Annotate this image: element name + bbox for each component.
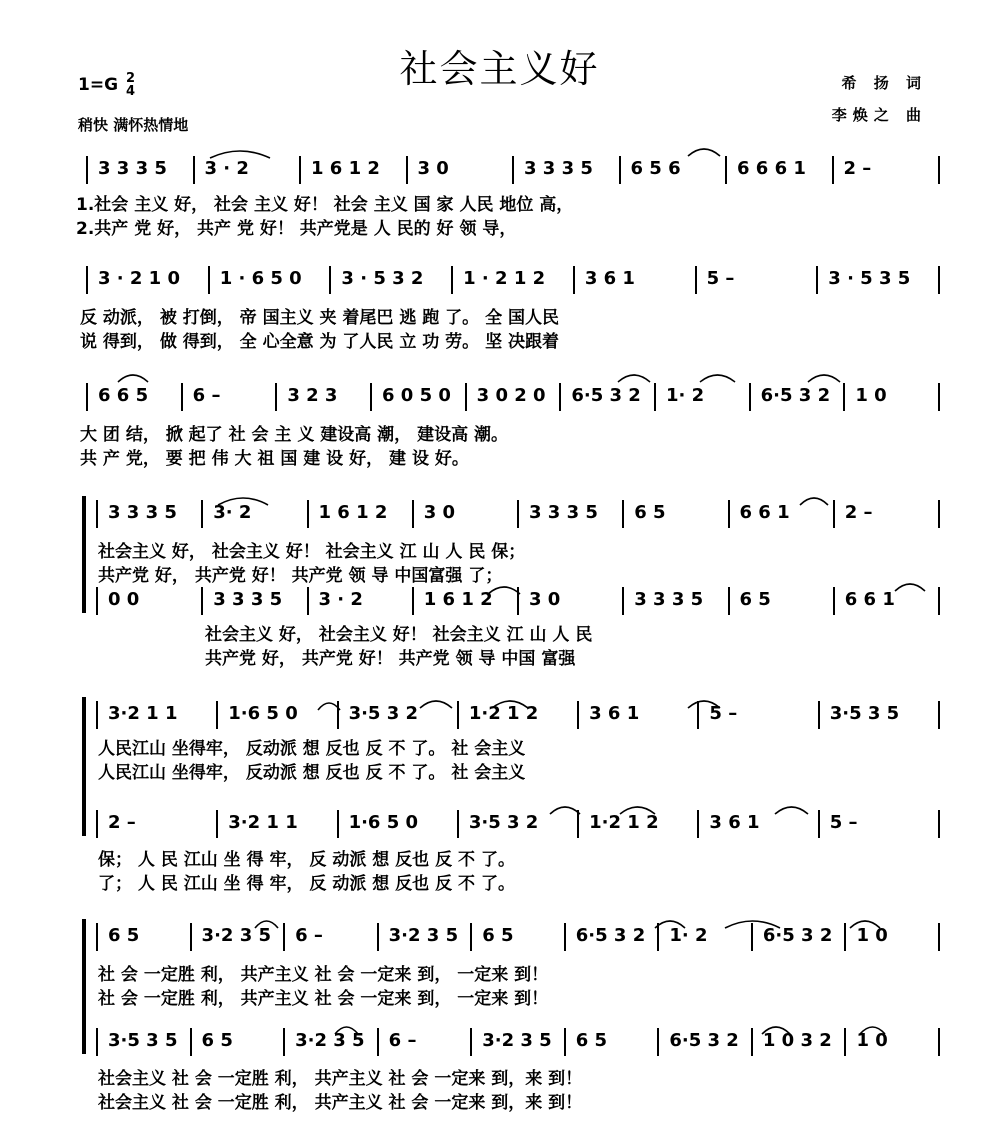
- measure-notes: 1 6 1 2: [318, 502, 388, 523]
- barline: [728, 587, 730, 615]
- lyric-line: 社 会 一定胜 利， 共产主义 社 会 一定来 到， 一定来 到！: [98, 989, 549, 1009]
- barline: [818, 701, 820, 729]
- measure-notes: 3 · 5 3 5: [828, 268, 911, 289]
- measure-notes: 3 3 3 5: [524, 158, 593, 179]
- measure-notes: 0 0: [108, 589, 140, 610]
- barline: [816, 266, 818, 294]
- slur-arc: [700, 375, 735, 382]
- barline: [96, 701, 98, 729]
- barline: [832, 156, 834, 184]
- measure-notes: 3·2 3 5: [295, 1030, 365, 1051]
- measure-notes: 3·5 3 5: [829, 703, 900, 724]
- barline: [208, 266, 210, 294]
- measure-notes: 3 0: [423, 502, 456, 523]
- measure-notes: 3 6 1: [589, 703, 640, 724]
- barline: [843, 383, 845, 411]
- barline: [86, 156, 88, 184]
- measure-notes: 2 –: [108, 812, 136, 833]
- barline: [370, 383, 372, 411]
- measure-notes: 6 –: [295, 925, 323, 946]
- lyric-line: 人民江山 坐得牢， 反动派 想 反也 反 不 了。 社 会主义: [98, 739, 526, 759]
- measure-notes: 6 6 5: [98, 385, 149, 406]
- barline: [938, 810, 940, 838]
- measure-notes: 3 · 2 1 0: [98, 268, 181, 289]
- barline: [512, 156, 514, 184]
- barline: [657, 923, 659, 951]
- measure-notes: 3 · 2: [204, 158, 249, 179]
- measure-notes: 6·5 3 2: [760, 385, 831, 406]
- measure-notes: 1 0: [855, 385, 887, 406]
- lyric-line: 社 会 一定胜 利， 共产主义 社 会 一定来 到， 一定来 到！: [98, 965, 549, 985]
- barline: [573, 266, 575, 294]
- lyric-line: 社会主义 好， 社会主义 好！ 社会主义 江 山 人 民: [205, 625, 593, 645]
- measure-notes: 6·5 3 2: [571, 385, 641, 406]
- barline: [216, 701, 218, 729]
- barline: [96, 810, 98, 838]
- lyric-line: 社会主义 好， 社会主义 好！ 社会主义 江 山 人 民 保；: [98, 542, 526, 562]
- measure-notes: 3 6 1: [709, 812, 760, 833]
- key-label: 1=G: [78, 75, 119, 95]
- measure-notes: 1·2 1 2: [468, 703, 539, 724]
- measure-notes: 6·5 3 2: [762, 925, 833, 946]
- barline: [181, 383, 183, 411]
- lyric-line: 1.社会 主义 好， 社会 主义 好！ 社会 主义 国 家 人民 地位 高，: [76, 195, 574, 215]
- barline: [728, 500, 730, 528]
- lyric-line: 共产党 好， 共产党 好！ 共产党 领 导 中国 富强: [205, 649, 576, 669]
- barline: [517, 500, 519, 528]
- measure-notes: 6·5 3 2: [575, 925, 646, 946]
- barline: [559, 383, 561, 411]
- barline: [96, 1028, 98, 1056]
- barline: [938, 500, 940, 528]
- barline: [283, 1028, 285, 1056]
- barline: [564, 923, 566, 951]
- measure-notes: 1 · 2 1 2: [463, 268, 546, 289]
- measure-notes: 3·2 1 1: [228, 812, 298, 833]
- measure-notes: 3 0: [529, 589, 561, 610]
- barline: [412, 500, 414, 528]
- barline: [725, 156, 727, 184]
- measure-notes: 6 6 6 1: [737, 158, 806, 179]
- measure-notes: 1 0: [856, 1030, 888, 1051]
- barline: [622, 587, 624, 615]
- barline: [833, 587, 835, 615]
- measure-notes: 6 5: [575, 1030, 608, 1051]
- barline: [451, 266, 453, 294]
- barline: [457, 701, 459, 729]
- measure-notes: 3 · 2: [318, 589, 363, 610]
- barline: [377, 1028, 379, 1056]
- barline: [299, 156, 301, 184]
- slur-arc: [118, 375, 148, 382]
- lyric-line: 人民江山 坐得牢， 反动派 想 反也 反 不 了。 社 会主义: [98, 763, 526, 783]
- song-title: 社会主义好: [399, 47, 600, 91]
- barline: [201, 500, 203, 528]
- measure-notes: 1 0: [856, 925, 888, 946]
- barline: [749, 383, 751, 411]
- barline: [216, 810, 218, 838]
- measure-notes: 6 5: [739, 589, 771, 610]
- measure-notes: 1·6 5 0: [348, 812, 419, 833]
- measure-notes: 3 0: [417, 158, 449, 179]
- barline: [564, 1028, 566, 1056]
- lyric-line: 反 动派， 被 打倒， 帝 国主义 夹 着尾巴 逃 跑 了。 全 国人民: [80, 308, 560, 328]
- barline: [751, 923, 753, 951]
- measure-notes: 6 –: [192, 385, 221, 406]
- measure-notes: 1 6 1 2: [311, 158, 380, 179]
- barline: [307, 587, 309, 615]
- measure-notes: 3 3 3 5: [529, 502, 598, 523]
- barline: [833, 500, 835, 528]
- lyric-line: 大 团 结， 掀 起了 社 会 主 义 建设高 潮， 建设高 潮。: [80, 425, 509, 445]
- barline: [190, 923, 192, 951]
- barline: [697, 701, 699, 729]
- slur-arc: [808, 375, 840, 382]
- measure-notes: 6 5: [201, 1030, 233, 1051]
- lyric-line: 了； 人 民 江山 坐 得 牢， 反 动派 想 反也 反 不 了。: [98, 874, 515, 894]
- measure-notes: 6·5 3 2: [669, 1030, 739, 1051]
- barline: [465, 383, 467, 411]
- barline: [657, 1028, 659, 1056]
- barline: [938, 587, 940, 615]
- lyricist-credit: 希 扬 词: [841, 74, 927, 92]
- lyric-line: 共 产 党， 要 把 伟 大 祖 国 建 设 好， 建 设 好。: [80, 449, 469, 469]
- barline: [818, 810, 820, 838]
- barline: [193, 156, 195, 184]
- time-signature: [126, 72, 135, 98]
- lyric-line: 共产党 好， 共产党 好！ 共产党 领 导 中国富强 了；: [98, 566, 503, 586]
- barline: [337, 810, 339, 838]
- system-brace: [82, 496, 86, 613]
- barline: [938, 156, 940, 184]
- measure-notes: 5 –: [829, 812, 858, 833]
- measure-notes: 5 –: [709, 703, 738, 724]
- barline: [751, 1028, 753, 1056]
- key-signature: [78, 72, 135, 98]
- barline: [938, 266, 940, 294]
- lyric-line: 2.共产 党 好， 共产 党 好！ 共产党是 人 民的 好 领 导，: [76, 219, 517, 239]
- barline: [283, 923, 285, 951]
- barline: [470, 1028, 472, 1056]
- time-denominator: 4: [125, 84, 135, 99]
- barline: [377, 923, 379, 951]
- barline: [96, 500, 98, 528]
- composer-credit: 李焕之 曲: [831, 106, 927, 124]
- measure-notes: 3 3 3 5: [213, 589, 283, 610]
- measure-notes: 3·2 1 1: [108, 703, 178, 724]
- measure-notes: 6 5: [108, 925, 140, 946]
- measure-notes: 3·2 3 5: [388, 925, 459, 946]
- measure-notes: 3 · 5 3 2: [341, 268, 424, 289]
- barline: [337, 701, 339, 729]
- lyric-line: 说 得到， 做 得到， 全 心全意 为 了人民 立 功 劳。 坚 决跟着: [80, 332, 560, 352]
- barline: [412, 587, 414, 615]
- barline: [938, 383, 940, 411]
- system-brace: [82, 919, 86, 1054]
- measure-notes: 6 –: [388, 1030, 417, 1051]
- measure-notes: 1 0 3 2: [762, 1030, 832, 1051]
- barline: [654, 383, 656, 411]
- measure-notes: 3 3 3 5: [634, 589, 704, 610]
- barline: [86, 383, 88, 411]
- slur-arc: [210, 151, 270, 158]
- barline: [96, 923, 98, 951]
- measure-notes: 3 3 3 5: [108, 502, 177, 523]
- measure-notes: 1· 2: [669, 925, 708, 946]
- barline: [307, 500, 309, 528]
- barline: [695, 266, 697, 294]
- measure-notes: 6 6 1: [739, 502, 790, 523]
- slur-arc: [688, 149, 720, 156]
- barline: [844, 1028, 846, 1056]
- measure-notes: 3· 2: [213, 502, 252, 523]
- barline: [938, 923, 940, 951]
- measure-notes: 6 0 5 0: [382, 385, 451, 406]
- measure-notes: 3·5 3 5: [108, 1030, 178, 1051]
- time-numerator: 2: [125, 71, 135, 86]
- barline: [406, 156, 408, 184]
- measure-notes: 3·5 3 2: [468, 812, 539, 833]
- barline: [577, 701, 579, 729]
- barline: [275, 383, 277, 411]
- measure-notes: 3 6 1: [584, 268, 635, 289]
- barline: [517, 587, 519, 615]
- measure-notes: 6 5: [482, 925, 514, 946]
- measure-notes: 1 6 1 2: [423, 589, 493, 610]
- measure-notes: 2 –: [844, 502, 873, 523]
- measure-notes: 5 –: [706, 268, 735, 289]
- lyric-line: 保； 人 民 江山 坐 得 牢， 反 动派 想 反也 反 不 了。: [98, 850, 515, 870]
- barline: [844, 923, 846, 951]
- measure-notes: 3 2 3: [287, 385, 338, 406]
- barline: [470, 923, 472, 951]
- lyric-line: 社会主义 社 会 一定胜 利， 共产主义 社 会 一定来 到，来 到！: [98, 1069, 583, 1089]
- barline: [938, 701, 940, 729]
- measure-notes: 6 5: [634, 502, 666, 523]
- barline: [622, 500, 624, 528]
- measure-notes: 3·2 3 5: [201, 925, 272, 946]
- system-brace: [82, 697, 86, 836]
- barline: [190, 1028, 192, 1056]
- measure-notes: 3·2 3 5: [482, 1030, 552, 1051]
- barline: [86, 266, 88, 294]
- barline: [96, 587, 98, 615]
- measure-notes: 6 5 6: [630, 158, 681, 179]
- barline: [201, 587, 203, 615]
- measure-notes: 3·5 3 2: [348, 703, 419, 724]
- barline: [329, 266, 331, 294]
- lyric-line: 社会主义 社 会 一定胜 利， 共产主义 社 会 一定来 到，来 到！: [98, 1093, 583, 1113]
- barline: [938, 1028, 940, 1056]
- measure-notes: 2 –: [843, 158, 872, 179]
- barline: [577, 810, 579, 838]
- measure-notes: 3 0 2 0: [476, 385, 546, 406]
- measure-notes: 1 · 6 5 0: [219, 268, 302, 289]
- barline: [619, 156, 621, 184]
- measure-notes: 1· 2: [666, 385, 705, 406]
- barline: [697, 810, 699, 838]
- measure-notes: 1·6 5 0: [228, 703, 298, 724]
- measure-notes: 6 6 1: [844, 589, 895, 610]
- slur-arc: [618, 375, 650, 382]
- tempo-marking: 稍快 满怀热情地: [78, 116, 189, 134]
- measure-notes: 3 3 3 5: [98, 158, 167, 179]
- barline: [457, 810, 459, 838]
- measure-notes: 1·2 1 2: [589, 812, 659, 833]
